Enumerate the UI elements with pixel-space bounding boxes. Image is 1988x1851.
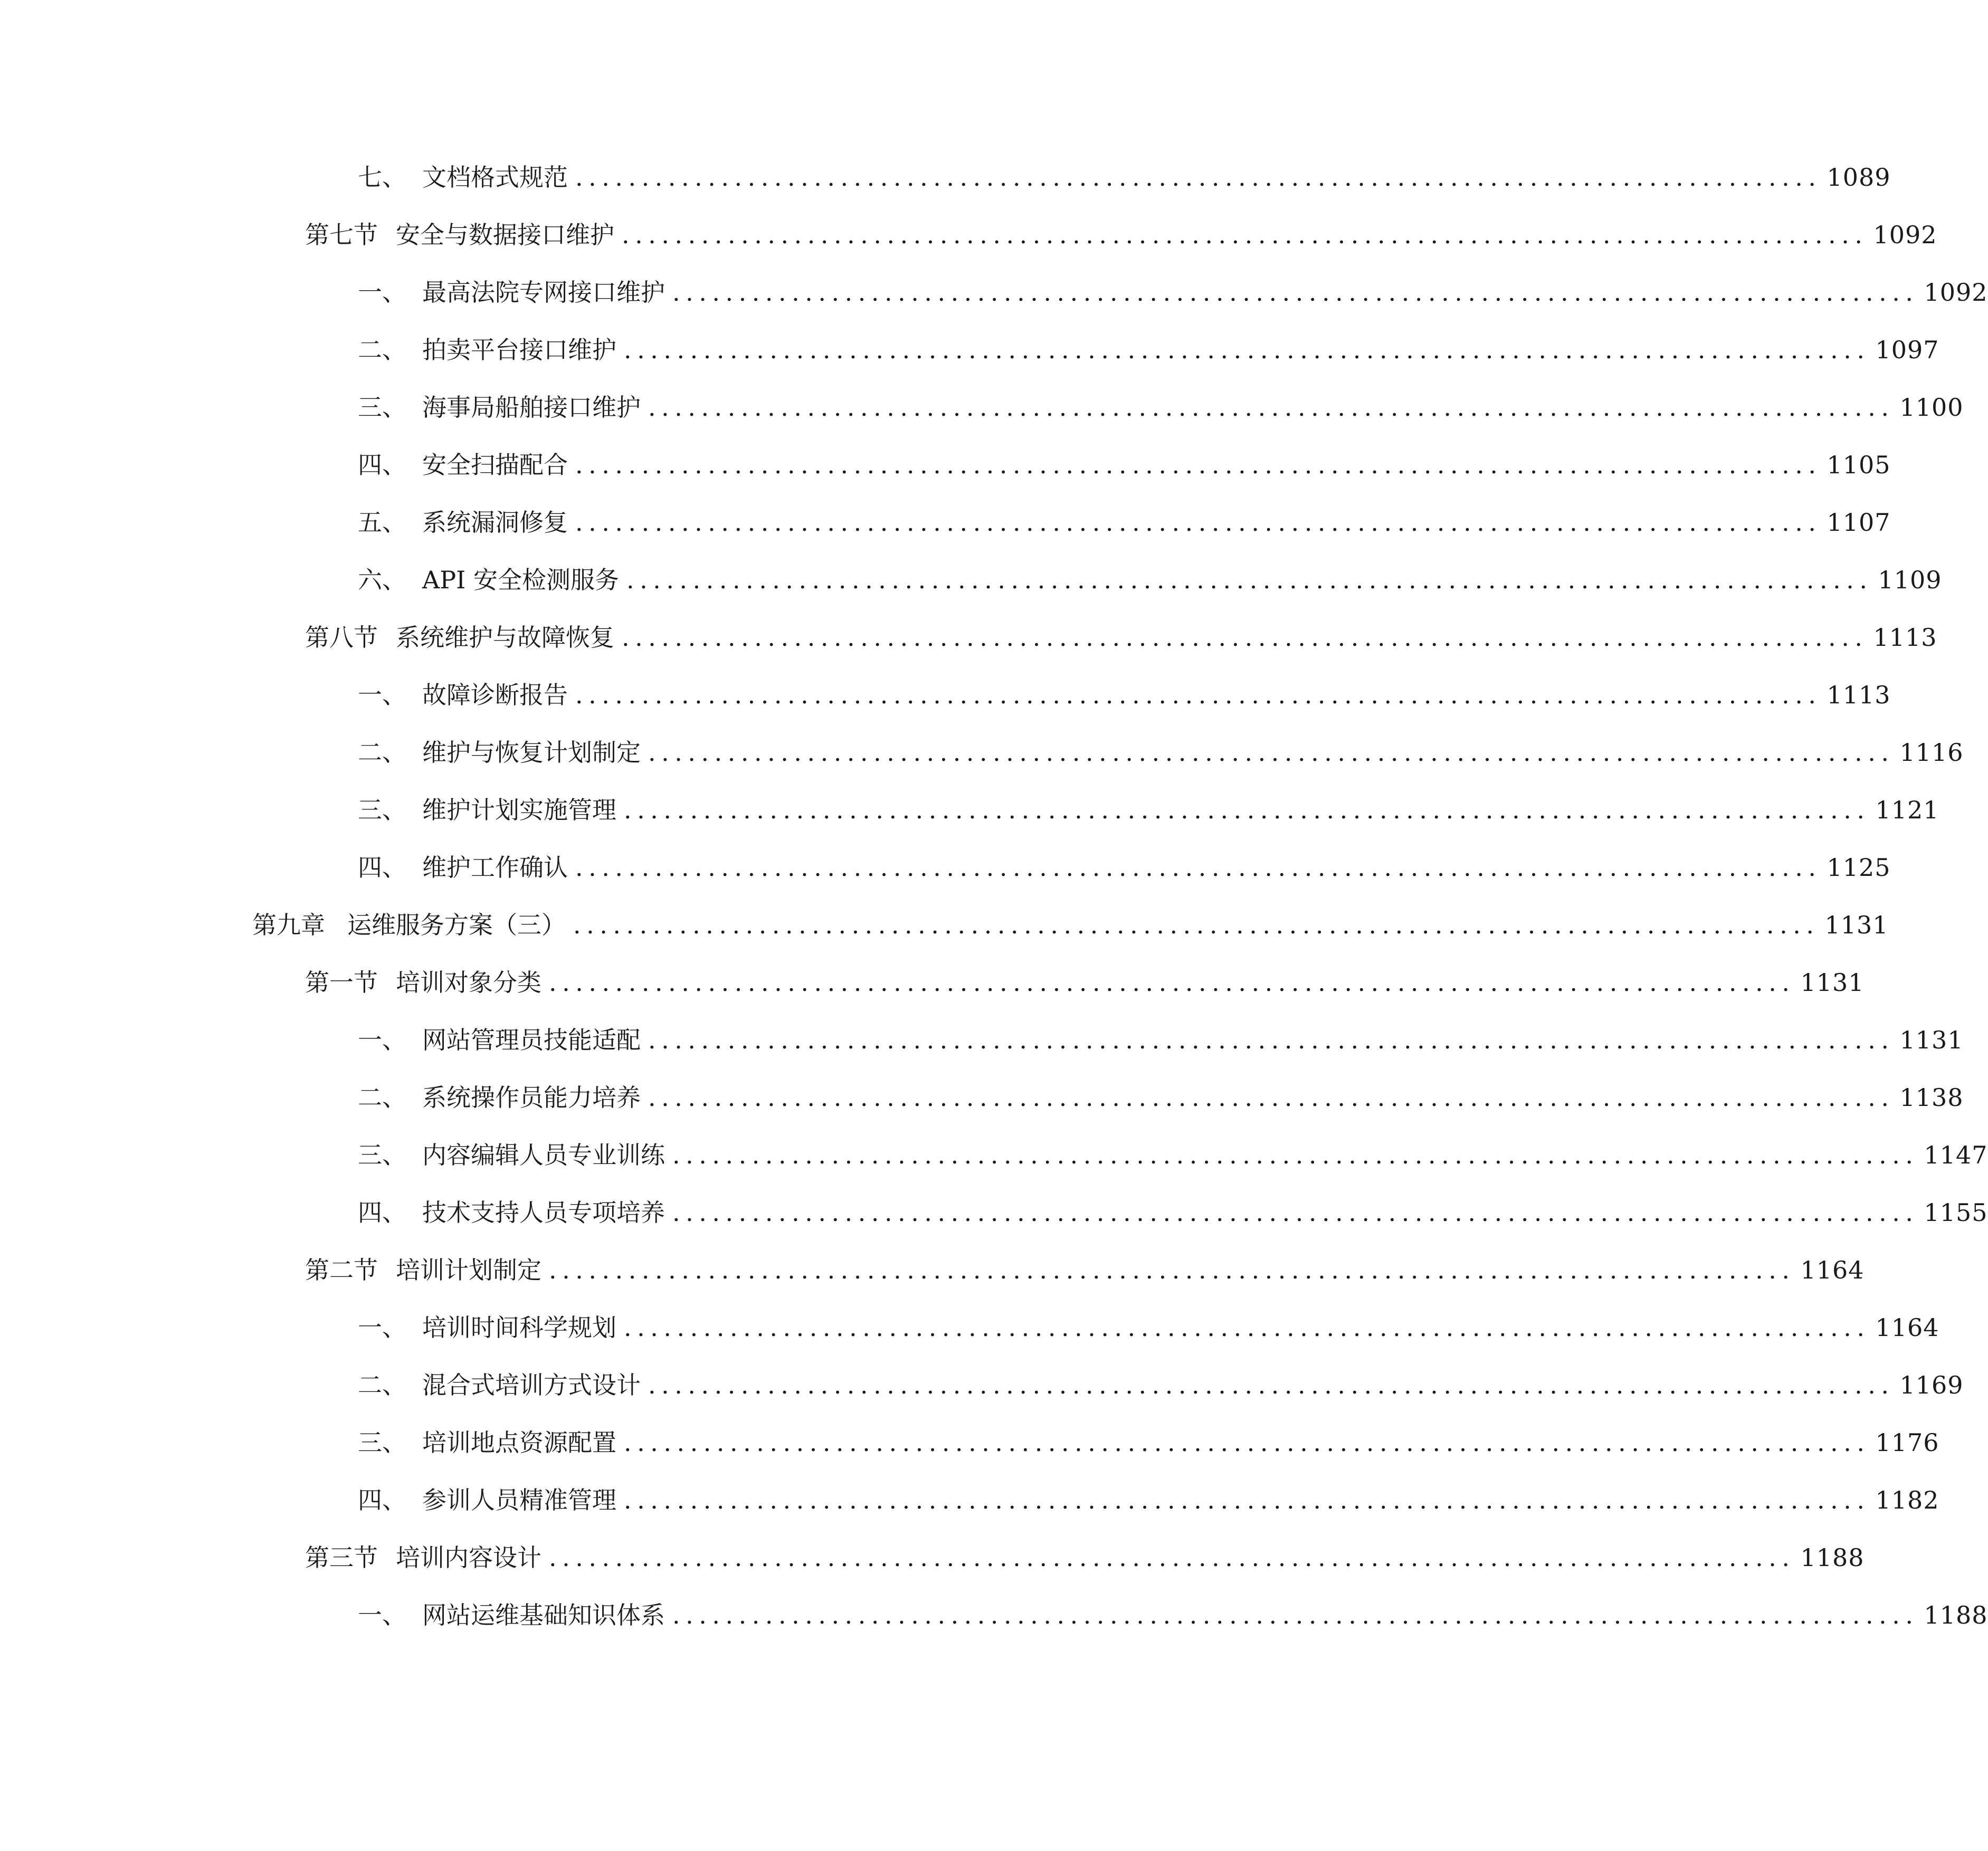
toc-entry[interactable] — [358, 559, 1942, 601]
toc-entry-number: 一、 — [358, 1601, 406, 1629]
toc-entry-number: 七、 — [358, 163, 406, 192]
toc-entry-number: 三、 — [358, 393, 406, 422]
toc-page-number: 1113 — [1873, 623, 1937, 652]
toc-page-number: 1131 — [1824, 911, 1889, 939]
toc-entry[interactable] — [358, 271, 1988, 313]
toc-dot-leader: .............................................................................................. — [549, 968, 1795, 997]
toc-page-number: 1188 — [1924, 1601, 1988, 1629]
toc-entry-title: 网站运维基础知识体系 — [422, 1601, 665, 1629]
toc-entry-title: 系统维护与故障恢复 — [396, 623, 614, 652]
toc-dot-leader: .............................................................................................. — [626, 566, 1873, 594]
toc-dot-leader: .............................................................................................. — [648, 1371, 1895, 1399]
toc-page-number: 1164 — [1800, 1256, 1865, 1284]
toc-page-number: 1176 — [1875, 1428, 1939, 1457]
toc-entry-number: 一、 — [358, 1026, 406, 1054]
toc-entry-title: 故障诊断报告 — [422, 681, 568, 709]
toc-entry-title: 文档格式规范 — [422, 163, 568, 192]
toc-entry[interactable] — [358, 1076, 1964, 1119]
toc-entry-title: 混合式培训方式设计 — [422, 1371, 641, 1399]
toc-page-number: 1113 — [1827, 681, 1891, 709]
toc-entry-title: 维护与恢复计划制定 — [422, 738, 641, 767]
toc-entry-title: 培训计划制定 — [396, 1256, 541, 1284]
toc-dot-leader: .............................................................................................. — [624, 796, 1870, 824]
toc-entry-number: 六、 — [358, 566, 406, 594]
toc-entry[interactable] — [305, 616, 1937, 659]
toc-entry-number: 二、 — [358, 738, 406, 767]
toc-dot-leader: .............................................................................................. — [624, 1428, 1870, 1457]
toc-entry-title: 维护工作确认 — [422, 853, 568, 882]
toc-entry-number: 一、 — [358, 278, 406, 307]
toc-entry-title: 培训内容设计 — [396, 1543, 541, 1572]
toc-page-number: 1182 — [1875, 1486, 1939, 1514]
toc-entry[interactable] — [358, 156, 1891, 198]
toc-entry-title: 海事局船舶接口维护 — [422, 393, 641, 422]
toc-entry-number: 三、 — [358, 1141, 406, 1169]
toc-dot-leader: .............................................................................................. — [648, 738, 1895, 767]
toc-dot-leader: .............................................................................................. — [672, 1141, 1919, 1169]
toc-entry[interactable] — [305, 961, 1865, 1004]
toc-entry-number: 四、 — [358, 451, 406, 479]
toc-entry-number: 四、 — [358, 1198, 406, 1227]
toc-page-number: 1092 — [1873, 221, 1937, 249]
toc-dot-leader: .............................................................................................. — [549, 1543, 1795, 1572]
toc-entry-number: 第八节 — [305, 623, 378, 652]
toc-dot-leader: .............................................................................................. — [622, 221, 1868, 249]
toc-entry[interactable] — [358, 1479, 1939, 1521]
toc-entry-title: 技术支持人员专项培养 — [422, 1198, 665, 1227]
toc-entry-title: 培训地点资源配置 — [422, 1428, 616, 1457]
toc-page-number: 1089 — [1827, 163, 1891, 192]
toc-dot-leader: .............................................................................................. — [573, 911, 1820, 939]
toc-entry-number: 第九章 — [252, 911, 325, 939]
toc-page-number: 1109 — [1878, 566, 1942, 594]
toc-entry-number: 三、 — [358, 796, 406, 824]
toc-entry[interactable] — [358, 1594, 1988, 1636]
toc-entry-number: 二、 — [358, 1083, 406, 1112]
toc-page-number: 1105 — [1827, 451, 1891, 479]
toc-entry-title: 运维服务方案（三） — [347, 911, 566, 939]
toc-dot-leader: .............................................................................................. — [624, 336, 1870, 364]
toc-entry-number: 第一节 — [305, 968, 378, 997]
toc-entry-number: 四、 — [358, 853, 406, 882]
toc-entry[interactable] — [305, 1249, 1865, 1291]
toc-entry[interactable] — [358, 386, 1964, 428]
toc-entry-title: 安全扫描配合 — [422, 451, 568, 479]
toc-page-number: 1097 — [1875, 336, 1939, 364]
toc-entry-title: 系统漏洞修复 — [422, 508, 568, 537]
toc-entry-number: 四、 — [358, 1486, 406, 1514]
toc-page-number: 1107 — [1827, 508, 1891, 537]
toc-dot-leader: .............................................................................................. — [648, 393, 1895, 422]
toc-entry[interactable] — [358, 501, 1891, 543]
toc-page-number: 1164 — [1875, 1313, 1939, 1342]
toc-dot-leader: .............................................................................................. — [575, 508, 1822, 537]
toc-page-number: 1100 — [1899, 393, 1964, 422]
toc-entry-title: 内容编辑人员专业训练 — [422, 1141, 665, 1169]
toc-entry[interactable] — [358, 674, 1891, 716]
toc-dot-leader: .............................................................................................. — [549, 1256, 1795, 1284]
toc-page-number: 1121 — [1875, 796, 1939, 824]
toc-entry[interactable] — [358, 846, 1891, 889]
toc-entry-number: 第二节 — [305, 1256, 378, 1284]
toc-entry[interactable] — [358, 1306, 1939, 1349]
toc-dot-leader: .............................................................................................. — [648, 1026, 1895, 1054]
toc-entry-number: 一、 — [358, 681, 406, 709]
toc-dot-leader: .............................................................................................. — [648, 1083, 1895, 1112]
toc-entry-title: 系统操作员能力培养 — [422, 1083, 641, 1112]
toc-page-number: 1131 — [1800, 968, 1865, 997]
toc-entry[interactable] — [305, 1537, 1865, 1579]
toc-dot-leader: .............................................................................................. — [575, 451, 1822, 479]
toc-entry[interactable] — [358, 789, 1939, 831]
toc-entry-number: 二、 — [358, 336, 406, 364]
toc-entry[interactable] — [305, 214, 1937, 256]
toc-entry-title: 培训时间科学规划 — [422, 1313, 616, 1342]
toc-entry-number: 一、 — [358, 1313, 406, 1342]
toc-page-number: 1155 — [1924, 1198, 1988, 1227]
toc-entry[interactable] — [358, 1364, 1964, 1406]
toc-dot-leader: .............................................................................................. — [672, 1601, 1919, 1629]
toc-dot-leader: .............................................................................................. — [575, 163, 1822, 192]
toc-entry-title: 维护计划实施管理 — [422, 796, 616, 824]
toc-entry-title: 拍卖平台接口维护 — [422, 336, 616, 364]
toc-entry[interactable] — [358, 1191, 1988, 1234]
toc-page-number: 1125 — [1827, 853, 1891, 882]
toc-entry[interactable] — [358, 1134, 1988, 1176]
toc-entry-number: 第三节 — [305, 1543, 378, 1572]
toc-entry-number: 第七节 — [305, 221, 378, 249]
toc-entry-title: 安全与数据接口维护 — [396, 221, 614, 249]
toc-dot-leader: .............................................................................................. — [575, 853, 1822, 882]
toc-entry-number: 五、 — [358, 508, 406, 537]
toc-page-number: 1188 — [1800, 1543, 1865, 1572]
toc-entry-title: 网站管理员技能适配 — [422, 1026, 641, 1054]
toc-dot-leader: .............................................................................................. — [622, 623, 1868, 652]
toc-page-number: 1169 — [1899, 1371, 1964, 1399]
toc-entry-title: 最高法院专网接口维护 — [422, 278, 665, 307]
toc-entry[interactable] — [358, 444, 1891, 486]
toc-page-number: 1138 — [1899, 1083, 1964, 1112]
toc-entry-title: 参训人员精准管理 — [422, 1486, 616, 1514]
toc-dot-leader: .............................................................................................. — [672, 278, 1919, 307]
toc-dot-leader: .............................................................................................. — [575, 681, 1822, 709]
toc-dot-leader: .............................................................................................. — [624, 1313, 1870, 1342]
toc-entry[interactable] — [358, 1019, 1964, 1061]
toc-entry-title: 培训对象分类 — [396, 968, 541, 997]
toc-page-number: 1116 — [1899, 738, 1964, 767]
toc-page-number: 1147 — [1924, 1141, 1988, 1169]
toc-entry[interactable] — [358, 329, 1939, 371]
toc-page-number: 1131 — [1899, 1026, 1964, 1054]
toc-entry[interactable] — [358, 1421, 1939, 1464]
toc-dot-leader: .............................................................................................. — [624, 1486, 1870, 1514]
toc-page-number: 1092 — [1924, 278, 1988, 307]
toc-entry[interactable] — [252, 904, 1889, 946]
toc-dot-leader: .............................................................................................. — [672, 1198, 1919, 1227]
toc-entry[interactable] — [358, 731, 1964, 774]
toc-entry-number: 二、 — [358, 1371, 406, 1399]
toc-entry-title: API 安全检测服务 — [422, 566, 619, 594]
toc-entry-number: 三、 — [358, 1428, 406, 1457]
